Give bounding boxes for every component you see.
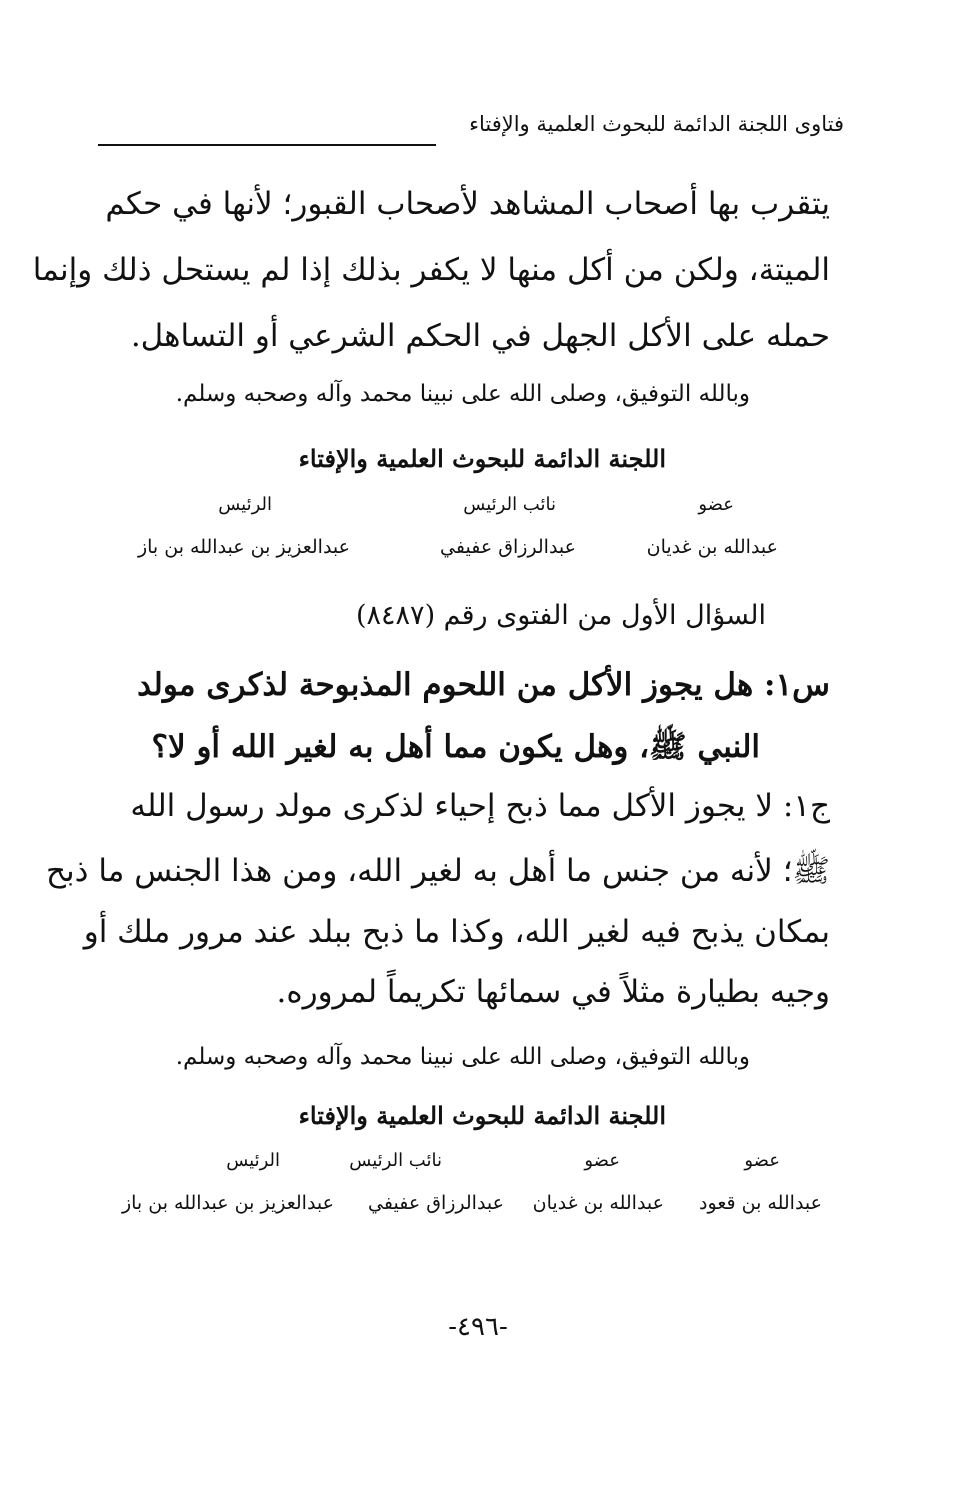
answer-line: ج١: لا يجوز الأكل مما ذبح إحياء لذكرى مولد رسول الله (130, 788, 830, 824)
body-line: يتقرب بها أصحاب المشاهد لأصحاب القبور؛ لأنها في حكم (105, 186, 830, 222)
closing-prayer: وبالله التوفيق، وصلى الله على نبينا محمد وآله وصحبه وسلم. (175, 1044, 750, 1070)
header-rule (98, 144, 436, 146)
signature-name: عبدالعزيز بن عبدالله بن باز (137, 536, 350, 558)
signature-name: عبدالرزاق عفيفي (368, 1192, 504, 1214)
answer-line: وجيه بطيارة مثلاً في سمائها تكريماً لمروره. (276, 974, 830, 1010)
signature-name: عبدالله بن غديان (532, 1192, 664, 1214)
signature-role: عضو (698, 494, 734, 515)
signature-name: عبدالله بن قعود (699, 1192, 822, 1214)
question-line: النبي ﷺ، وهل يكون مما أهل به لغير الله أو لا؟ (151, 729, 760, 765)
signature-name: عبدالله بن غديان (646, 536, 778, 558)
signature-role: الرئيس (218, 494, 272, 515)
committee-name: اللجنة الدائمة للبحوث العلمية والإفتاء (298, 1101, 666, 1130)
closing-prayer: وبالله التوفيق، وصلى الله على نبينا محمد وآله وصحبه وسلم. (175, 381, 750, 407)
body-line: الميتة، ولكن من أكل منها لا يكفر بذلك إذا لم يستحل ذلك وإنما (32, 252, 830, 288)
running-header: فتاوى اللجنة الدائمة للبحوث العلمية والإفتاء (469, 112, 844, 136)
answer-line: بمكان يذبح فيه لغير الله، وكذا ما ذبح ببلد عند مرور ملك أو (83, 914, 830, 950)
answer-line: ﷺ؛ لأنه من جنس ما أهل به لغير الله، ومن هذا الجنس ما ذبح (46, 853, 830, 889)
signature-role: الرئيس (226, 1150, 280, 1171)
signature-name: عبدالعزيز بن عبدالله بن باز (121, 1192, 334, 1214)
signature-role: نائب الرئيس (463, 494, 556, 515)
signature-name: عبدالرزاق عفيفي (440, 536, 576, 558)
body-line: حمله على الأكل الجهل في الحكم الشرعي أو التساهل. (130, 318, 830, 354)
signature-role: عضو (744, 1150, 780, 1171)
signature-role: عضو (584, 1150, 620, 1171)
fatwa-title: السؤال الأول من الفتوى رقم (٨٤٨٧) (356, 600, 766, 631)
page-number: -٤٩٦- (448, 1312, 508, 1342)
signature-role: نائب الرئيس (349, 1150, 442, 1171)
committee-name: اللجنة الدائمة للبحوث العلمية والإفتاء (298, 444, 666, 473)
question-line: س١: هل يجوز الأكل من اللحوم المذبوحة لذكرى مولد (137, 667, 830, 703)
